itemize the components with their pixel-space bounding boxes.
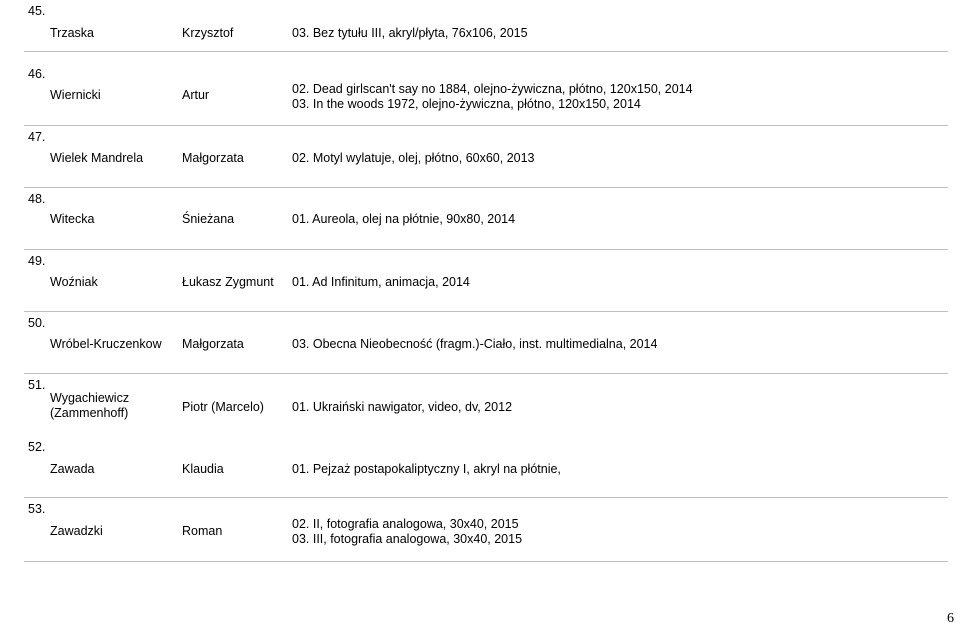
table-row — [24, 374, 948, 436]
artist-works — [292, 82, 693, 112]
artist-surname: Trzaska — [50, 26, 94, 40]
entry-number: 50. — [28, 316, 46, 330]
entry-number: 51. — [28, 378, 46, 392]
work-item: 01. Ad Infinitum, animacja, 2014 — [292, 275, 470, 289]
artist-works — [292, 212, 515, 227]
artist-surname: Woźniak — [50, 275, 98, 289]
artist-works — [292, 400, 512, 415]
work-item: 03. III, fotografia analogowa, 30x40, 2015 — [292, 532, 523, 546]
work-item: 03. Obecna Nieobecność (fragm.)-Ciało, inst. multimedialna, 2014 — [292, 337, 658, 351]
work-item: 02. II, fotografia analogowa, 30x40, 2015 — [292, 517, 519, 531]
artist-firstname: Piotr (Marcelo) — [182, 400, 264, 414]
artist-firstname: Małgorzata — [182, 337, 244, 351]
artist-works — [292, 337, 657, 352]
artist-works — [292, 26, 528, 41]
artist-surname: Wróbel-Kruczenkow — [50, 337, 162, 351]
artist-works — [292, 517, 522, 547]
entry-number: 52. — [28, 440, 46, 454]
work-item: 01. Aureola, olej na płótnie, 90x80, 2014 — [292, 212, 516, 226]
artist-firstname: Roman — [182, 524, 223, 538]
artist-firstname: Śnieżana — [182, 212, 235, 226]
page-number: 6 — [947, 611, 954, 626]
entry-number: 47. — [28, 130, 46, 144]
artist-firstname: Małgorzata — [182, 151, 244, 165]
artist-firstname: Artur — [182, 88, 210, 102]
artist-works — [292, 462, 561, 477]
row-divider — [24, 561, 948, 562]
work-item: 02. Dead girlscan't say no 1884, olejno-żywiczna, płótno, 120x150, 2014 — [292, 82, 693, 96]
artist-surname: Zawadzki — [50, 524, 103, 538]
entry-number: 48. — [28, 192, 46, 206]
artist-surname: Wygachiewicz (Zammenhoff) — [50, 391, 130, 420]
artist-firstname: Klaudia — [182, 462, 224, 476]
artist-firstname: Krzysztof — [182, 26, 234, 40]
artist-works — [292, 275, 470, 290]
work-item: 03. Bez tytułu III, akryl/płyta, 76x106, 2015 — [292, 26, 528, 40]
artist-works — [292, 151, 535, 166]
table-row — [24, 0, 948, 52]
entry-number: 53. — [28, 502, 46, 516]
work-item: 03. In the woods 1972, olejno-żywiczna, płótno, 120x150, 2014 — [292, 97, 641, 111]
artist-surname: Wiernicki — [50, 88, 101, 102]
work-item: 01. Ukraiński nawigator, video, dv, 2012 — [292, 400, 513, 414]
work-item: 02. Motyl wylatuje, olej, płótno, 60x60, 2013 — [292, 151, 535, 165]
artist-surname: Wielek Mandrela — [50, 151, 144, 165]
row-divider — [24, 51, 948, 52]
table-row — [24, 250, 948, 312]
table-row — [24, 436, 948, 498]
artist-surname: Zawada — [50, 462, 95, 476]
table-row — [24, 126, 948, 188]
table-row — [24, 188, 948, 250]
entry-number: 49. — [28, 254, 46, 268]
artist-surname: Witecka — [50, 212, 95, 226]
table-row — [24, 63, 948, 126]
entry-number: 45. — [28, 4, 46, 18]
artist-firstname: Łukasz Zygmunt — [182, 275, 274, 289]
table-row — [24, 498, 948, 562]
table-row — [24, 312, 948, 374]
work-item: 01. Pejzaż postapokaliptyczny I, akryl na płótnie, — [292, 462, 561, 476]
entry-number: 46. — [28, 67, 46, 81]
